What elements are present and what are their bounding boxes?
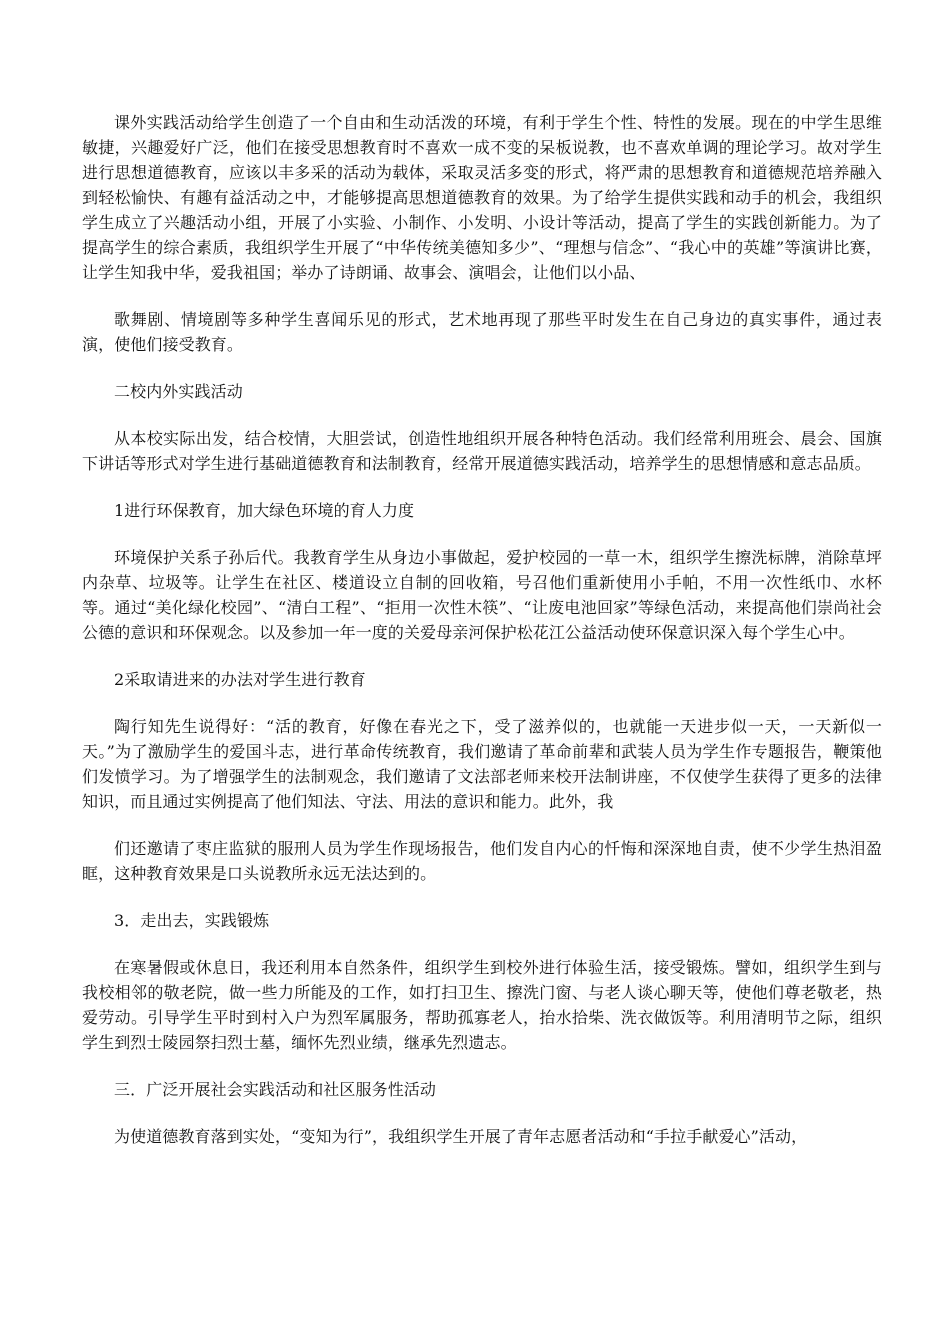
paragraph-practice: 在寒暑假或休息日，我还利用本自然条件，组织学生到校外进行体验生活，接受锻炼。譬如，组织学生到与我校相邻的敬老院，做一些力所能及的工作，如打扫卫生、擦洗门窗、与老人谈心聊天等，使他们尊老敬老，热爱劳动。引导学生平时到村入户为烈军属服务，帮助孤寡老人，抬水拾柴、洗衣做饭等。利用清明节之际，组织学生到烈士陵园祭扫烈士墓，缅怀先烈业绩，继承先烈遗志。 bbox=[82, 958, 882, 1052]
document-page bbox=[82, 110, 882, 1149]
subheading-go-out: 3．走出去，实践锻炼 bbox=[114, 911, 270, 930]
paragraph-tao-xingzhi: 陶行知先生说得好：“活的教育，好像在春光之下，受了滋养似的，也就能一天进步似一天，一天新似一天。”为了激励学生的爱国斗志，进行革命传统教育，我们邀请了革命前辈和武装人员为学生作专题报告，鞭策他们发愤学习。为了增强学生的法制观念，我们邀请了文法部老师来校开法制讲座，不仅使学生获得了更多的法律知识，而且通过实例提高了他们知法、守法、用法的意识和能力。此外，我 bbox=[82, 717, 882, 811]
paragraph-performance: 歌舞剧、情境剧等多种学生喜闻乐见的形式，艺术地再现了那些平时发生在自己身边的真实事件，通过表演，使他们接受教育。 bbox=[82, 310, 882, 354]
subheading-invite: 2采取请进来的办法对学生进行教育 bbox=[114, 670, 366, 689]
subheading-environment: 1进行环保教育，加大绿色环境的育人力度 bbox=[114, 501, 415, 520]
paragraph-prison-report: 们还邀请了枣庄监狱的服刑人员为学生作现场报告，他们发自内心的忏悔和深深地自责，使不少学生热泪盈眶，这种教育效果是口头说教所永远无法达到的。 bbox=[82, 839, 882, 883]
paragraph-intro: 课外实践活动给学生创造了一个自由和生动活泼的环境，有利于学生个性、特性的发展。现在的中学生思维敏捷，兴趣爱好广泛，他们在接受思想教育时不喜欢一成不变的呆板说教，也不喜欢单调的理论学习。故对学生进行思想道德教育，应该以丰多采的活动为载体，采取灵活多变的形式，将严肃的思想教育和道德规范培养融入到轻松愉快、有趣有益活动之中，才能够提高思想道德教育的效果。为了给学生提供实践和动手的机会，我组织学生成立了兴趣活动小组，开展了小实验、小制作、小发明、小设计等活动，提高了学生的实践创新能力。为了提高学生的综合素质，我组织学生开展了“中华传统美德知多少”、“理想与信念”、“我心中的英雄”等演讲比赛，让学生知我中华，爱我祖国；举办了诗朗诵、故事会、演唱会，让他们以小品、 bbox=[82, 113, 882, 282]
paragraph-volunteer: 为使道德教育落到实处，“变知为行”，我组织学生开展了青年志愿者活动和“手拉手献爱心”活动， bbox=[114, 1127, 808, 1146]
section-heading-2: 二校内外实践活动 bbox=[114, 382, 243, 401]
section-heading-3: 三．广泛开展社会实践活动和社区服务性活动 bbox=[114, 1080, 437, 1099]
paragraph-school-activities: 从本校实际出发，结合校情，大胆尝试，创造性地组织开展各种特色活动。我们经常利用班会、晨会、国旗下讲话等形式对学生进行基础道德教育和法制教育，经常开展道德实践活动，培养学生的思想情感和意志品质。 bbox=[82, 429, 882, 473]
paragraph-environment: 环境保护关系子孙后代。我教育学生从身边小事做起，爱护校园的一草一木，组织学生擦洗标牌，消除草坪内杂草、垃圾等。让学生在社区、楼道设立自制的回收箱，号召他们重新使用小手帕，不用一次性纸巾、水杯等。通过“美化绿化校园”、“清白工程”、“拒用一次性木筷”、“让废电池回家”等绿色活动，来提高他们崇尚社会公德的意识和环保观念。以及参加一年一度的关爱母亲河保护松花江公益活动使环保意识深入每个学生心中。 bbox=[82, 548, 882, 642]
